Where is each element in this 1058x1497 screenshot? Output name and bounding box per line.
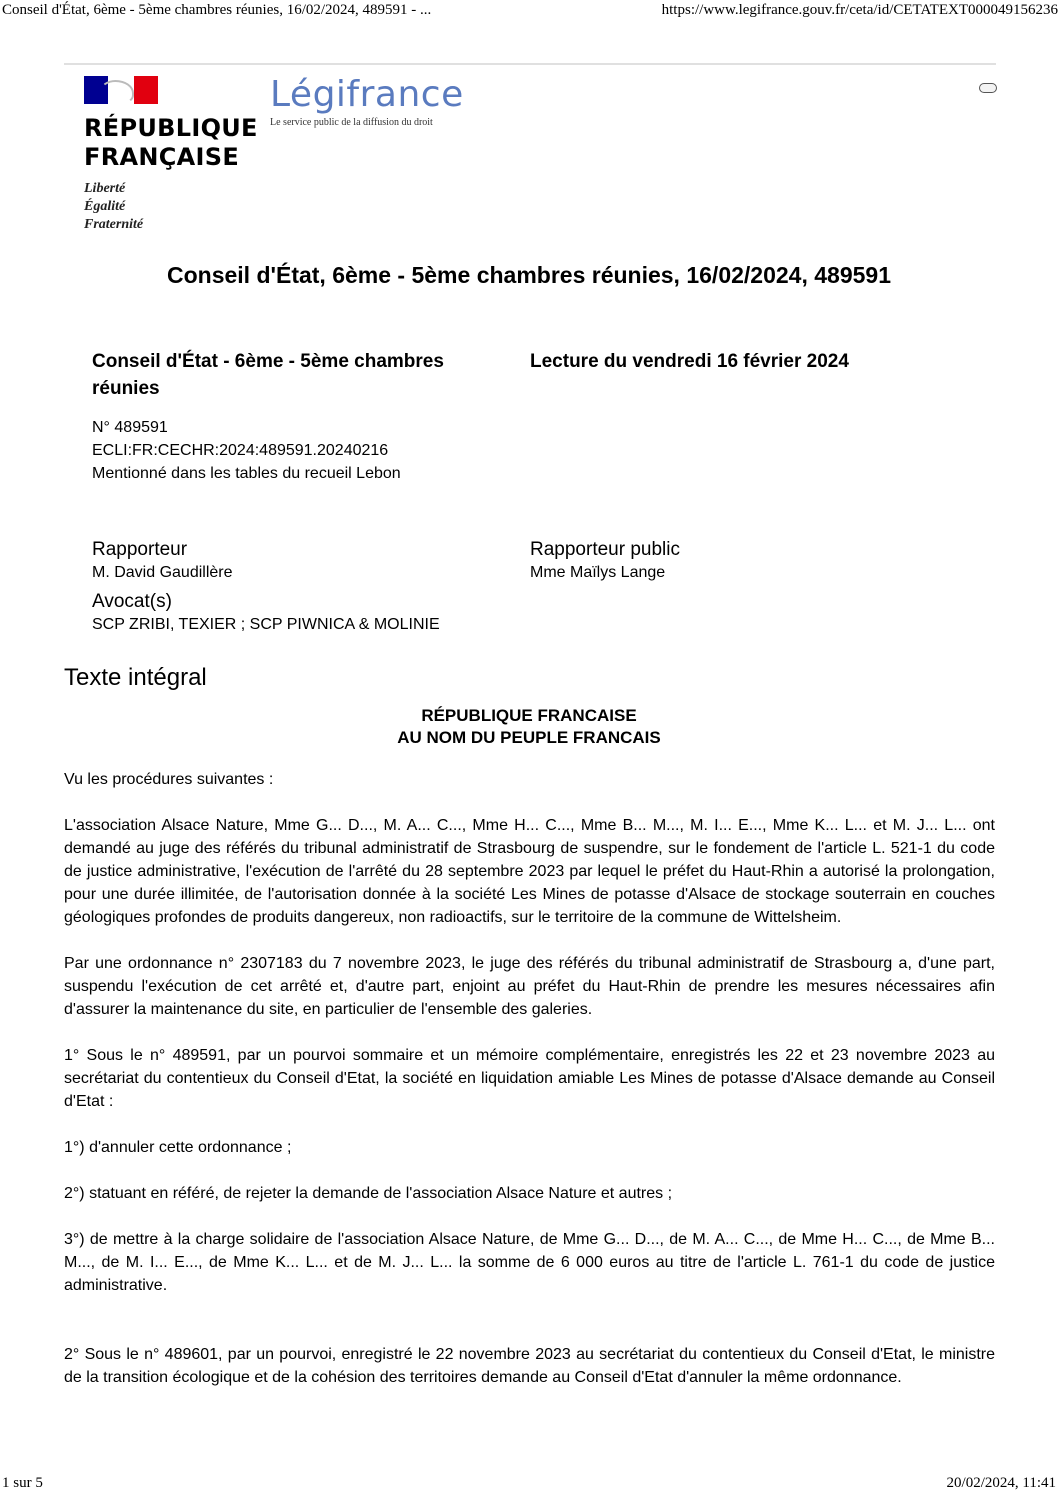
rapporteur-public-block [530,538,680,584]
republique-heading-line-2: AU NOM DU PEUPLE FRANCAIS [397,728,661,747]
republique-heading [0,705,1058,749]
republique-line-2: FRANÇAISE [84,143,240,171]
print-footer [0,1475,1058,1497]
rapporteur-public-label: Rapporteur public [530,539,680,560]
rapporteur-public-name: Mme Maïlys Lange [530,564,666,581]
paragraph: Vu les procédures suivantes : [64,771,274,788]
avocats-names: SCP ZRIBI, TEXIER ; SCP PIWNICA & MOLINIE [92,616,440,633]
republique-heading-line-1: RÉPUBLIQUE FRANCAISE [421,706,637,725]
paragraph: 3°) de mettre à la charge solidaire de l'association Alsace Nature, de Mme G... D..., de M. A... C..., de Mme H... C..., de Mme B... M..., de M. I... E..., de Mme K... L... et de M. J... L... la somme de 6 000 euros au titre de l'article L. 761-1 du code de justice administrative. [64,1231,995,1294]
juridiction-block [92,348,502,485]
juridiction: Conseil d'État - 6ème - 5ème chambres réunies [92,351,444,399]
paragraph: 1°) d'annuler cette ordonnance ; [64,1139,292,1156]
mention-lebon: Mentionné dans les tables du recueil Lebon [92,465,401,482]
rapporteur-label: Rapporteur [92,539,188,560]
page-number: 1 sur 5 [2,1475,43,1491]
numero: N° 489591 [92,419,168,436]
print-timestamp: 20/02/2024, 11:41 [946,1475,1056,1491]
devise-fraternite: Fraternité [84,217,144,232]
page-title: Conseil d'État, 6ème - 5ème chambres réunies, 16/02/2024, 489591 [167,262,891,288]
print-header-title: Conseil d'État, 6ème - 5ème chambres réunies, 16/02/2024, 489591 - ... [2,2,432,18]
devise-liberte: Liberté [84,181,126,196]
devise-egalite: Égalité [84,199,126,214]
rapporteur-block [92,538,233,584]
paragraph: 2° Sous le n° 489601, par un pourvoi, enregistré le 22 novembre 2023 au secrétariat du contentieux du Conseil d'Etat, le ministre de la transition écologique et de la cohésion des territoires demande au Conseil d'Etat d'annuler la même ordonnance. [64,1346,995,1386]
ecli: ECLI:FR:CECHR:2024:489591.20240216 [92,442,389,459]
republique-line-1: RÉPUBLIQUE [84,114,258,142]
devise [84,180,264,234]
paragraph: 1° Sous le n° 489591, par un pourvoi sommaire et un mémoire complémentaire, enregistrés les 22 et 23 novembre 2023 au secrétariat du contentieux du Conseil d'Etat, la société en liquidation amiable Les Mines de potasse d'Alsace demande au Conseil d'Etat : [64,1047,995,1110]
republique-francaise-logo [84,76,264,234]
header-divider [64,63,996,65]
decision-body [64,768,995,1412]
legifrance-tagline: Le service public de la diffusion du droit [270,117,433,128]
legifrance-name: Légifrance [270,74,464,115]
lecture-date: Lecture du vendredi 16 février 2024 [530,351,849,372]
rapporteur-name: M. David Gaudillère [92,564,233,581]
print-header-url[interactable]: https://www.legifrance.gouv.fr/ceta/id/CETATEXT000049156236 [661,2,1058,18]
avocats-block [92,590,440,636]
paragraph: L'association Alsace Nature, Mme G... D..., M. A... C..., Mme H... C..., Mme B... M..., M. I... E..., Mme K... L... et M. J... L... ont demandé au juge des référés du tribunal administratif de Strasbourg de suspendre, sur le fondement de l'article L. 521-1 du code de justice administrative, l'exécution de l'arrêté du 28 septembre 2023 par lequel le préfet du Haut-Rhin a autorisé la prolongation, pour une durée illimitée, de l'autorisation donnée à la société Les Mines de potasse d'Alsace de stockage souterrain en couches géologiques profondes de produits dangereux, non radioactifs, sur le territoire de la commune de Wittelsheim. [64,817,995,926]
paragraph: Par une ordonnance n° 2307183 du 7 novembre 2023, le juge des référés du tribunal administratif de Strasbourg a, d'une part, suspendu l'exécution de cet arrêté et, d'autre part, enjoint au préfet du Haut-Rhin de prendre les mesures nécessaires afin d'assurer la maintenance du site, en particulier de l'ensemble des galeries. [64,955,995,1018]
texte-integral-heading: Texte intégral [64,664,207,691]
print-header [0,0,1058,22]
avocats-label: Avocat(s) [92,591,172,612]
paragraph: 2°) statuant en référé, de rejeter la demande de l'association Alsace Nature et autres ; [64,1185,673,1202]
marianne-flag-icon [84,76,158,104]
toggle-icon[interactable] [979,83,997,93]
lecture-block [530,348,950,375]
legifrance-logo[interactable] [270,74,464,128]
